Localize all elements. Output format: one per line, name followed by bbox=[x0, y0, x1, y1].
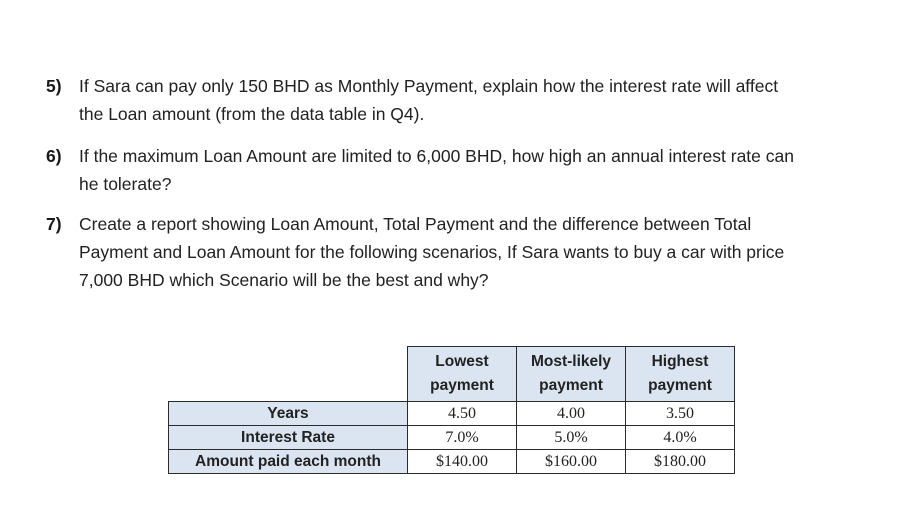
table-cell: 5.0% bbox=[517, 426, 626, 450]
question-6 bbox=[46, 142, 876, 198]
table-row-interest-rate bbox=[169, 426, 735, 450]
table-cell: 4.0% bbox=[626, 426, 735, 450]
question-number: 7) bbox=[46, 214, 62, 234]
table-cell: 4.00 bbox=[517, 402, 626, 426]
header-line: Highest bbox=[651, 353, 709, 370]
column-header-most-likely bbox=[517, 347, 626, 402]
table-row-amount-paid bbox=[169, 450, 735, 474]
question-number: 5) bbox=[46, 76, 62, 96]
empty-corner-cell bbox=[169, 347, 408, 402]
table-cell: 3.50 bbox=[626, 402, 735, 426]
question-line: Create a report showing Loan Amount, Total Payment and the difference between Total bbox=[79, 214, 752, 234]
row-label: Years bbox=[169, 402, 408, 426]
question-7 bbox=[46, 210, 876, 294]
question-number: 6) bbox=[46, 146, 62, 166]
question-line: If the maximum Loan Amount are limited to 6,000 BHD, how high an annual interest rate can bbox=[79, 146, 794, 166]
question-text bbox=[79, 142, 876, 198]
question-line: 7,000 BHD which Scenario will be the best and why? bbox=[79, 270, 489, 290]
header-line: payment bbox=[430, 377, 494, 394]
table-cell: $160.00 bbox=[517, 450, 626, 474]
question-line: If Sara can pay only 150 BHD as Monthly Payment, explain how the interest rate will affect bbox=[79, 76, 779, 96]
header-line: Lowest bbox=[435, 353, 489, 370]
row-label: Amount paid each month bbox=[169, 450, 408, 474]
question-5 bbox=[46, 72, 876, 128]
table-header-row bbox=[169, 347, 735, 402]
table-cell: 4.50 bbox=[408, 402, 517, 426]
column-header-lowest bbox=[408, 347, 517, 402]
question-line: he tolerate? bbox=[79, 174, 172, 194]
table-cell: $180.00 bbox=[626, 450, 735, 474]
question-text bbox=[79, 72, 876, 128]
row-label: Interest Rate bbox=[169, 426, 408, 450]
column-header-highest bbox=[626, 347, 735, 402]
header-line: payment bbox=[539, 377, 603, 394]
question-line: the Loan amount (from the data table in Q4). bbox=[79, 104, 425, 124]
scenario-table bbox=[168, 346, 735, 474]
question-text bbox=[79, 210, 876, 294]
table-cell: 7.0% bbox=[408, 426, 517, 450]
header-line: Most-likely bbox=[530, 353, 612, 370]
table-row-years bbox=[169, 402, 735, 426]
table-cell: $140.00 bbox=[408, 450, 517, 474]
question-line: Payment and Loan Amount for the following scenarios, If Sara wants to buy a car with price bbox=[79, 242, 785, 262]
header-line: payment bbox=[648, 377, 712, 394]
